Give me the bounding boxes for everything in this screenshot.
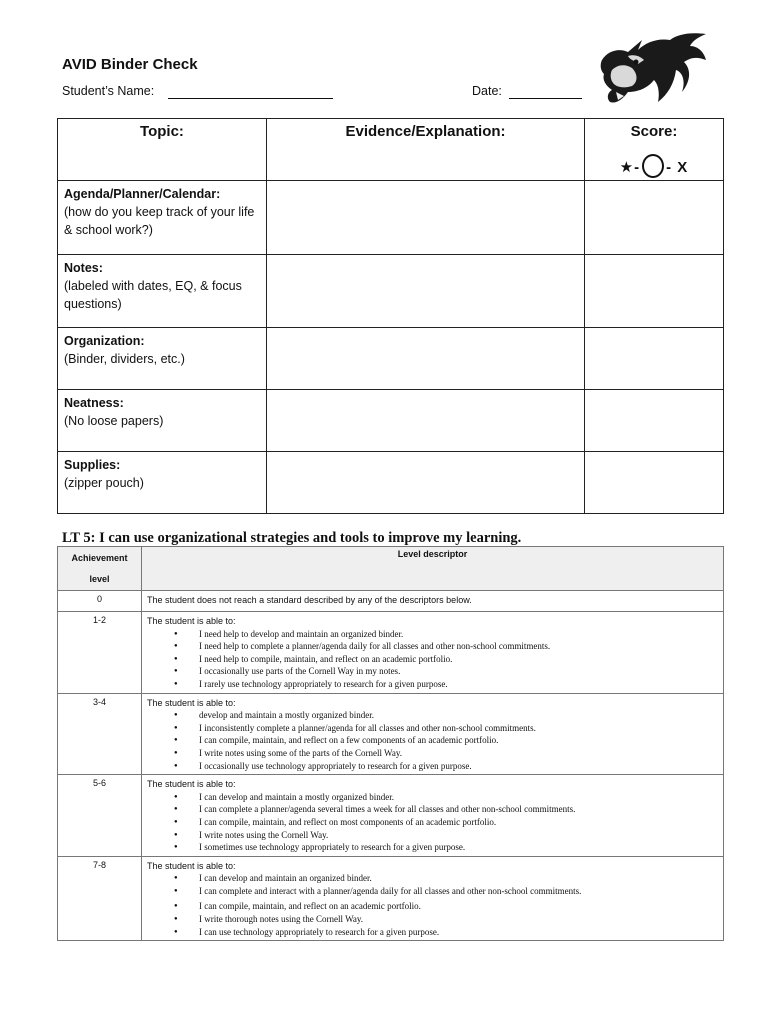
topic-detail: (labeled with dates, EQ, & focus questions) bbox=[64, 279, 242, 311]
list-item: ● I need help to complete a planner/agenda daily for all classes and other non-school commitments. bbox=[147, 640, 723, 653]
evidence-column-header: Evidence/Explanation: bbox=[267, 119, 585, 181]
score-cell[interactable] bbox=[585, 181, 724, 255]
level-descriptor bbox=[142, 591, 724, 612]
topic-heading: Notes: bbox=[64, 261, 103, 275]
rubric-row bbox=[58, 693, 724, 775]
rubric-header-row bbox=[58, 547, 724, 591]
checklist-row bbox=[58, 452, 724, 514]
evidence-cell[interactable] bbox=[267, 452, 585, 514]
level-value: 1-2 bbox=[58, 612, 142, 694]
list-item: ● I write notes using the Cornell Way. bbox=[147, 829, 723, 842]
score-cell[interactable] bbox=[585, 390, 724, 452]
achievement-level-header bbox=[58, 547, 142, 591]
checklist-row bbox=[58, 328, 724, 390]
binder-check-table bbox=[57, 118, 724, 514]
learning-target-title: LT 5: I can use organizational strategies and tools to improve my learning. bbox=[62, 530, 522, 546]
score-cell[interactable] bbox=[585, 452, 724, 514]
level-value: 5-6 bbox=[58, 775, 142, 857]
rubric-row bbox=[58, 856, 724, 941]
list-item: ● I rarely use technology appropriately to research for a given purpose. bbox=[147, 678, 723, 691]
rubric-row bbox=[58, 775, 724, 857]
achievement-header-line1: Achievement bbox=[71, 553, 128, 563]
topic-detail: (No loose papers) bbox=[64, 414, 164, 428]
descriptor-lead: The student is able to: bbox=[147, 616, 236, 626]
student-name-label: Student’s Name: bbox=[62, 84, 155, 98]
list-item: ● I can compile, maintain, and reflect on a few components of an academic portfolio. bbox=[147, 734, 723, 747]
list-item: ● I can develop and maintain an organized binder. bbox=[147, 872, 723, 885]
list-item: ● I write thorough notes using the Cornell Way. bbox=[147, 913, 723, 926]
rubric-table bbox=[57, 546, 724, 941]
star-icon: ★ bbox=[619, 159, 635, 176]
score-dash: - bbox=[666, 159, 673, 176]
level-descriptor bbox=[142, 856, 724, 941]
list-item: ● I occasionally use technology appropriately to research for a given purpose. bbox=[147, 760, 723, 773]
list-item: ● I write notes using some of the parts of the Cornell Way. bbox=[147, 747, 723, 760]
list-item: ● I can develop and maintain a mostly organized binder. bbox=[147, 791, 723, 804]
checklist-row bbox=[58, 255, 724, 328]
list-item: ● I can complete a planner/agenda several times a week for all classes and other non-school commitments. bbox=[147, 803, 723, 816]
topic-detail: (how do you keep track of your life & school work?) bbox=[64, 205, 255, 237]
checklist-row bbox=[58, 390, 724, 452]
level-value: 0 bbox=[58, 591, 142, 612]
level-value: 7-8 bbox=[58, 856, 142, 941]
descriptor-lead: The student is able to: bbox=[147, 860, 236, 871]
evidence-cell[interactable] bbox=[267, 390, 585, 452]
score-symbol-legend bbox=[585, 154, 723, 178]
score-cell[interactable] bbox=[585, 328, 724, 390]
level-value: 3-4 bbox=[58, 693, 142, 775]
topic-heading: Organization: bbox=[64, 334, 145, 348]
topic-cell bbox=[58, 255, 267, 328]
evidence-cell[interactable] bbox=[267, 255, 585, 328]
level-descriptor bbox=[142, 775, 724, 857]
topic-detail: (Binder, dividers, etc.) bbox=[64, 352, 185, 366]
topic-cell bbox=[58, 452, 267, 514]
rubric-row bbox=[58, 591, 724, 612]
topic-heading: Supplies: bbox=[64, 458, 121, 472]
x-symbol: X bbox=[677, 159, 689, 176]
list-item: ● develop and maintain a mostly organized binder. bbox=[147, 709, 723, 722]
mustang-logo bbox=[598, 30, 710, 114]
topic-detail: (zipper pouch) bbox=[64, 476, 144, 490]
list-item: ● I sometimes use technology appropriately to research for a given purpose. bbox=[147, 841, 723, 854]
student-name-field[interactable] bbox=[168, 98, 333, 99]
topic-column-header: Topic: bbox=[58, 119, 267, 181]
score-column-header bbox=[585, 119, 724, 181]
level-descriptor bbox=[142, 612, 724, 694]
score-header-label: Score: bbox=[630, 123, 678, 140]
score-dash: - bbox=[634, 159, 641, 176]
list-item: ● I can compile, maintain, and reflect on an academic portfolio. bbox=[147, 900, 723, 913]
level-descriptor bbox=[142, 693, 724, 775]
descriptor-lead: The student is able to: bbox=[147, 779, 236, 790]
rubric-row bbox=[58, 612, 724, 694]
list-item: ● I need help to develop and maintain an organized binder. bbox=[147, 628, 723, 641]
descriptor-lead: The student is able to: bbox=[147, 697, 236, 708]
checklist-row bbox=[58, 181, 724, 255]
topic-heading: Agenda/Planner/Calendar: bbox=[64, 187, 221, 201]
list-item: ● I occasionally use parts of the Cornell Way in my notes. bbox=[147, 665, 723, 678]
level-descriptor-header: Level descriptor bbox=[142, 547, 724, 591]
achievement-header-line2: level bbox=[89, 574, 110, 584]
list-item: ● I can use technology appropriately to research for a given purpose. bbox=[147, 926, 723, 939]
descriptor-lead: The student does not reach a standard described by any of the descriptors below. bbox=[147, 595, 472, 605]
list-item: ● I inconsistently complete a planner/agenda for all classes and other non-school commitments. bbox=[147, 722, 723, 735]
score-cell[interactable] bbox=[585, 255, 724, 328]
circle-icon bbox=[642, 154, 664, 178]
list-item: ● I can complete and interact with a planner/agenda daily for all classes and other non-school commitments. bbox=[147, 885, 723, 898]
evidence-cell[interactable] bbox=[267, 181, 585, 255]
date-field[interactable] bbox=[509, 98, 582, 99]
topic-cell bbox=[58, 390, 267, 452]
list-item: ● I can compile, maintain, and reflect on most components of an academic portfolio. bbox=[147, 816, 723, 829]
topic-heading: Neatness: bbox=[64, 396, 124, 410]
document-title: AVID Binder Check bbox=[62, 56, 198, 73]
topic-cell bbox=[58, 328, 267, 390]
topic-cell bbox=[58, 181, 267, 255]
list-item: ● I need help to compile, maintain, and reflect on an academic portfolio. bbox=[147, 653, 723, 666]
evidence-cell[interactable] bbox=[267, 328, 585, 390]
date-label: Date: bbox=[472, 84, 502, 98]
